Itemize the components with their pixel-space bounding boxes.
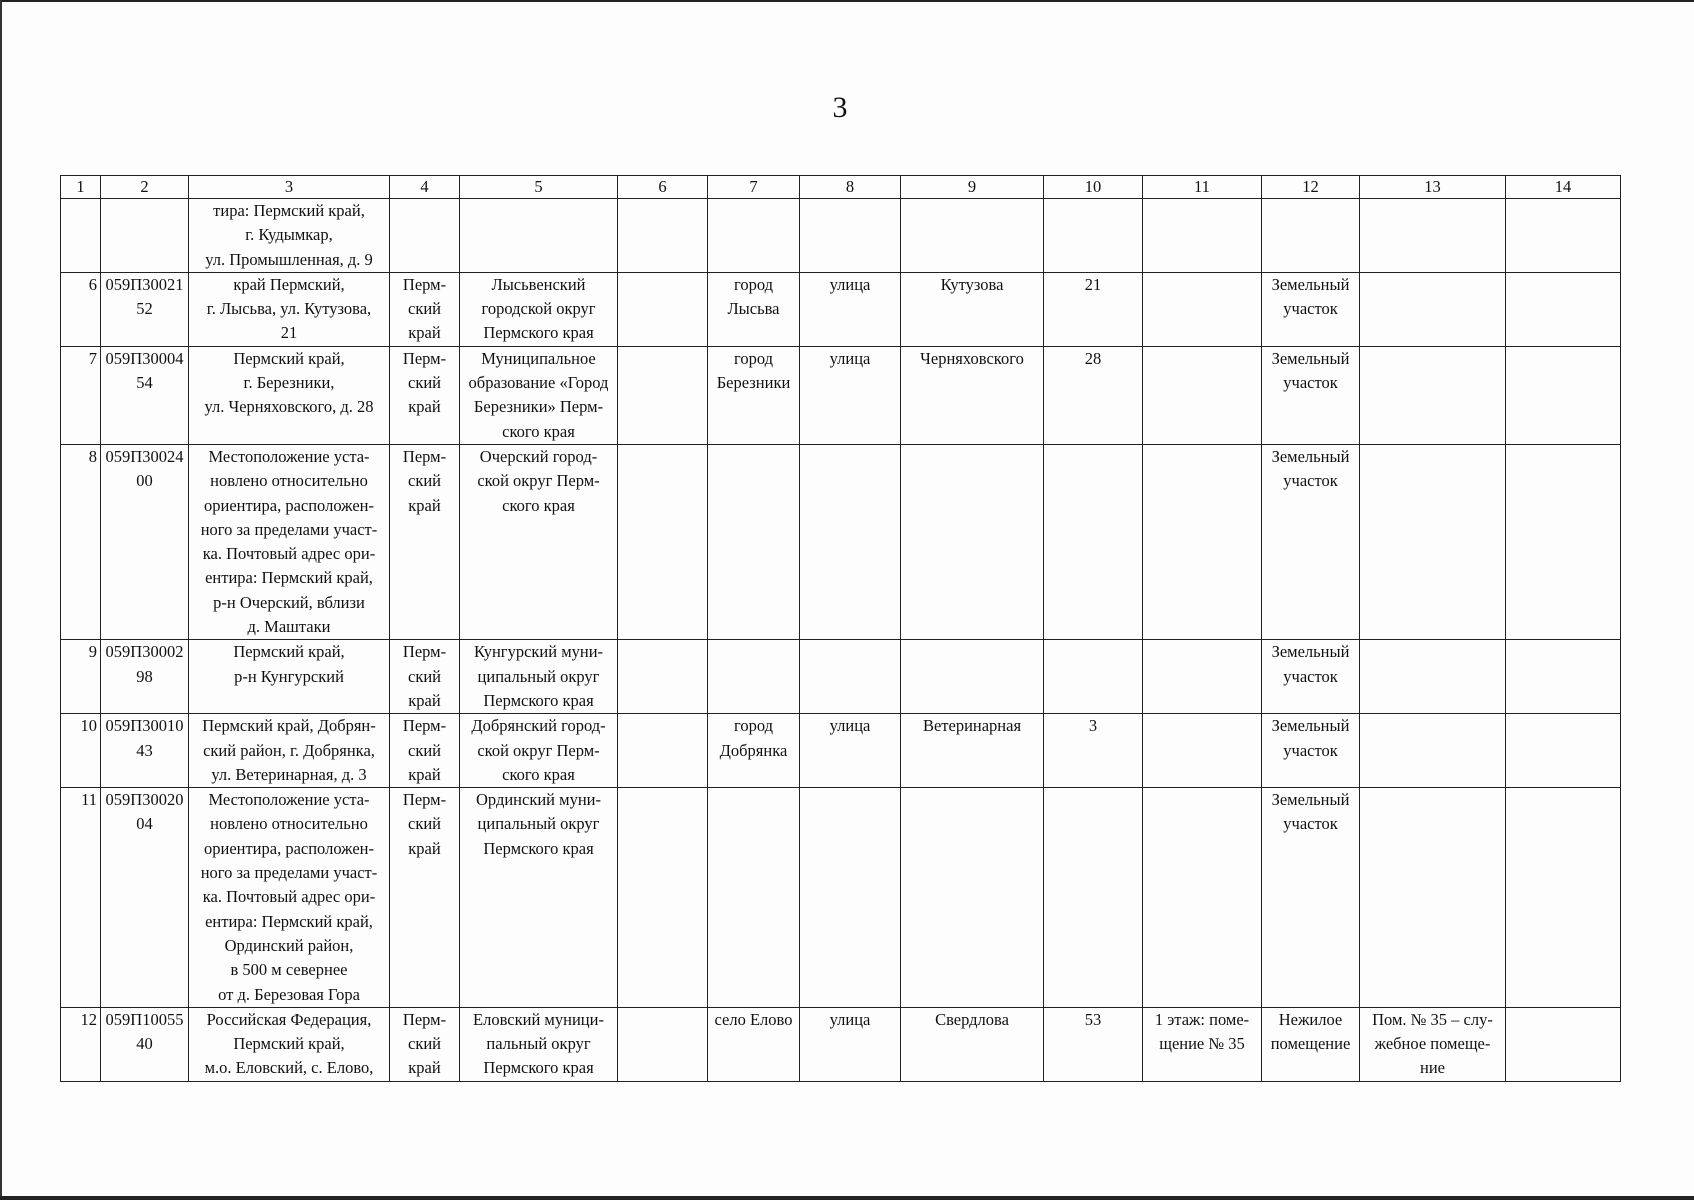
table-cell-col-6 xyxy=(618,1007,708,1081)
cell-text: Нежилое xyxy=(1278,1009,1343,1029)
table-row xyxy=(61,199,1621,273)
cell-text: 1 этаж: поме- xyxy=(1154,1009,1250,1029)
table-cell-col-2 xyxy=(101,640,189,714)
cell-text: 8 xyxy=(88,446,97,466)
cell-text: участок xyxy=(1283,299,1338,319)
cell-text: 11 xyxy=(81,790,97,810)
table-cell-col-2 xyxy=(101,199,189,273)
table-cell-col-3 xyxy=(189,714,390,788)
cell-text: край xyxy=(408,323,441,343)
table-cell-col-13 xyxy=(1360,640,1506,714)
cell-text: р-н Кунгурский xyxy=(234,666,344,686)
table-cell-col-11 xyxy=(1143,346,1262,444)
table-cell-col-7 xyxy=(708,714,800,788)
cell-text: ка. Почтовый адрес ори- xyxy=(202,544,376,564)
table-cell-col-13 xyxy=(1360,714,1506,788)
table-cell-col-6 xyxy=(618,444,708,639)
cell-text: 059П30004 xyxy=(105,348,184,368)
cell-text: 21 xyxy=(280,323,298,343)
cell-text: край xyxy=(408,397,441,417)
table-cell-col-14 xyxy=(1506,640,1621,714)
table-cell-col-12 xyxy=(1262,444,1360,639)
cell-text: ентира: Пермский край, xyxy=(205,568,373,588)
cell-text: ской округ Перм- xyxy=(477,471,600,491)
table-cell-col-11 xyxy=(1143,1007,1262,1081)
cell-text: Местоположение уста- xyxy=(208,790,370,810)
cell-text: ского края xyxy=(502,495,575,515)
cell-text: край xyxy=(408,690,441,710)
column-header-7: 7 xyxy=(708,176,800,199)
cell-text: 52 xyxy=(136,299,153,319)
cell-text: 9 xyxy=(88,642,97,662)
table-cell-col-10 xyxy=(1044,1007,1143,1081)
column-header-9: 9 xyxy=(901,176,1044,199)
cell-text: 12 xyxy=(80,1009,97,1029)
cell-text: от д. Березовая Гора xyxy=(218,984,360,1004)
table-cell-col-6 xyxy=(618,346,708,444)
cell-text: город xyxy=(733,348,774,368)
cell-text: Еловский муници- xyxy=(473,1009,604,1029)
table-cell-col-1 xyxy=(61,1007,101,1081)
column-header-10: 10 xyxy=(1044,176,1143,199)
table-cell-col-14 xyxy=(1506,1007,1621,1081)
cell-text: 059П30024 xyxy=(105,446,184,466)
cell-text: м.о. Еловский, с. Елово, xyxy=(204,1058,374,1078)
table-cell-col-14 xyxy=(1506,199,1621,273)
cell-text: 00 xyxy=(136,471,153,491)
table-cell-col-6 xyxy=(618,272,708,346)
table-cell-col-1 xyxy=(61,199,101,273)
table-cell-col-3 xyxy=(189,788,390,1008)
cell-text: 059П30020 xyxy=(105,790,184,810)
cell-text: участок xyxy=(1283,666,1338,686)
cell-text: Перм- xyxy=(402,274,447,294)
column-header-12: 12 xyxy=(1262,176,1360,199)
cell-text: ул. Черняховского, д. 28 xyxy=(204,397,374,417)
table-row xyxy=(61,788,1621,1008)
table-cell-col-7 xyxy=(708,1007,800,1081)
table-cell-col-2 xyxy=(101,346,189,444)
table-cell-col-12 xyxy=(1262,788,1360,1008)
table-cell-col-7 xyxy=(708,444,800,639)
cell-text: помещение xyxy=(1270,1034,1351,1054)
cell-text: Местоположение уста- xyxy=(208,446,370,466)
table-cell-col-6 xyxy=(618,788,708,1008)
table-cell-col-11 xyxy=(1143,444,1262,639)
cell-text: Перм- xyxy=(402,716,447,736)
table-cell-col-10 xyxy=(1044,714,1143,788)
table-cell-col-4 xyxy=(390,1007,460,1081)
cell-text: новлено относительно xyxy=(210,814,368,834)
table-cell-col-4 xyxy=(390,444,460,639)
table-cell-col-7 xyxy=(708,199,800,273)
table-cell-col-5 xyxy=(460,640,618,714)
table-cell-col-1 xyxy=(61,788,101,1008)
cell-text: тира: Пермский край, xyxy=(213,201,365,220)
table-cell-col-14 xyxy=(1506,714,1621,788)
cell-text: городской округ xyxy=(481,299,596,319)
cell-text: участок xyxy=(1283,740,1338,760)
table-cell-col-3 xyxy=(189,640,390,714)
register-table xyxy=(60,175,1621,1082)
table-cell-col-5 xyxy=(460,346,618,444)
cell-text: Березники xyxy=(716,373,791,393)
table-cell-col-13 xyxy=(1360,1007,1506,1081)
table-cell-col-14 xyxy=(1506,272,1621,346)
cell-text: край xyxy=(408,1058,441,1078)
cell-text: Пом. № 35 – слу- xyxy=(1372,1009,1493,1029)
table-cell-col-1 xyxy=(61,346,101,444)
cell-text: Земельный xyxy=(1271,274,1350,294)
table-row xyxy=(61,346,1621,444)
cell-text: Земельный xyxy=(1271,790,1350,810)
cell-text: 3 xyxy=(1088,716,1098,736)
table-cell-col-10 xyxy=(1044,199,1143,273)
table-row xyxy=(61,444,1621,639)
cell-text: 43 xyxy=(136,740,153,760)
cell-text: Пермский край, xyxy=(233,1034,345,1054)
cell-text: Перм- xyxy=(402,1009,447,1029)
cell-text: улица xyxy=(829,716,871,736)
cell-text: жебное помеще- xyxy=(1374,1034,1491,1054)
table-cell-col-3 xyxy=(189,199,390,273)
cell-text: д. Маштаки xyxy=(247,617,331,637)
table-cell-col-2 xyxy=(101,1007,189,1081)
table-cell-col-3 xyxy=(189,1007,390,1081)
table-cell-col-8 xyxy=(800,640,901,714)
cell-text: Свердлова xyxy=(935,1009,1009,1029)
table-cell-col-9 xyxy=(901,346,1044,444)
cell-text: улица xyxy=(829,274,871,294)
table-cell-col-1 xyxy=(61,640,101,714)
cell-text: Ветеринарная xyxy=(922,716,1022,736)
cell-text: ул. Промышленная, д. 9 xyxy=(205,249,373,269)
cell-text: 059П10055 xyxy=(105,1009,184,1029)
table-cell-col-5 xyxy=(460,272,618,346)
table-cell-col-10 xyxy=(1044,444,1143,639)
table-cell-col-9 xyxy=(901,199,1044,273)
cell-text: село Елово xyxy=(714,1009,793,1029)
table-cell-col-13 xyxy=(1360,346,1506,444)
table-cell-col-6 xyxy=(618,640,708,714)
cell-text: ский xyxy=(408,740,441,760)
table-cell-col-6 xyxy=(618,199,708,273)
cell-text: край xyxy=(408,764,441,784)
cell-text: Очерский город- xyxy=(479,446,598,466)
cell-text: ский xyxy=(408,471,441,491)
table-cell-col-14 xyxy=(1506,444,1621,639)
table-row xyxy=(61,640,1621,714)
table-cell-col-12 xyxy=(1262,1007,1360,1081)
cell-text: 98 xyxy=(136,666,153,686)
cell-text: ориентира, расположен- xyxy=(203,495,374,515)
table-cell-col-13 xyxy=(1360,788,1506,1008)
cell-text: участок xyxy=(1283,373,1338,393)
cell-text: г. Лысьва, ул. Кутузова, xyxy=(206,299,372,319)
cell-text: Кутузова xyxy=(940,274,1004,294)
cell-text: ский xyxy=(408,299,441,319)
cell-text: г. Кудымкар, xyxy=(245,225,333,245)
scan-left-edge xyxy=(0,0,2,1200)
column-header-2: 2 xyxy=(101,176,189,199)
table-cell-col-5 xyxy=(460,199,618,273)
table-cell-col-7 xyxy=(708,788,800,1008)
cell-text: ка. Почтовый адрес ори- xyxy=(202,887,376,907)
cell-text: 10 xyxy=(80,716,97,736)
column-header-4: 4 xyxy=(390,176,460,199)
table-cell-col-9 xyxy=(901,640,1044,714)
cell-text: пальный округ xyxy=(486,1034,591,1054)
table-cell-col-12 xyxy=(1262,272,1360,346)
cell-text: ного за пределами участ- xyxy=(200,519,378,539)
table-cell-col-10 xyxy=(1044,788,1143,1008)
cell-text: 059П30010 xyxy=(105,716,184,736)
table-row xyxy=(61,714,1621,788)
table-cell-col-9 xyxy=(901,714,1044,788)
table-cell-col-11 xyxy=(1143,640,1262,714)
table-cell-col-5 xyxy=(460,1007,618,1081)
cell-text: г. Березники, xyxy=(243,373,335,393)
table-cell-col-7 xyxy=(708,272,800,346)
cell-text: Пермский край, Добрян- xyxy=(202,716,376,736)
cell-text: Лысьва xyxy=(727,299,780,319)
cell-text: город xyxy=(733,716,774,736)
cell-text: Перм- xyxy=(402,642,447,662)
cell-text: ский xyxy=(408,666,441,686)
cell-text: Добрянский город- xyxy=(471,716,606,736)
cell-text: 04 xyxy=(136,814,153,834)
table-cell-col-8 xyxy=(800,272,901,346)
column-header-1: 1 xyxy=(61,176,101,199)
cell-text: 21 xyxy=(1084,274,1102,294)
cell-text: Кунгурский муни- xyxy=(473,642,604,662)
table-cell-col-5 xyxy=(460,714,618,788)
table-cell-col-13 xyxy=(1360,199,1506,273)
table-cell-col-8 xyxy=(800,346,901,444)
table-cell-col-8 xyxy=(800,444,901,639)
cell-text: город xyxy=(733,274,774,294)
cell-text: ский район, г. Добрянка, xyxy=(203,740,375,760)
cell-text: 53 xyxy=(1084,1009,1102,1029)
table-cell-col-12 xyxy=(1262,199,1360,273)
cell-text: 059П30002 xyxy=(105,642,184,662)
cell-text: Пермского края xyxy=(483,838,594,858)
table-cell-col-11 xyxy=(1143,714,1262,788)
cell-text: ский xyxy=(408,373,441,393)
table-cell-col-9 xyxy=(901,1007,1044,1081)
header-row xyxy=(61,176,1621,199)
cell-text: Перм- xyxy=(402,348,447,368)
cell-text: 28 xyxy=(1084,348,1102,368)
cell-text: ориентира, расположен- xyxy=(203,838,374,858)
cell-text: ул. Ветеринарная, д. 3 xyxy=(211,764,367,784)
cell-text: край Пермский, xyxy=(233,274,345,294)
column-header-6: 6 xyxy=(618,176,708,199)
table-cell-col-11 xyxy=(1143,788,1262,1008)
cell-text: Земельный xyxy=(1271,716,1350,736)
cell-text: ентира: Пермский край, xyxy=(205,911,373,931)
table-cell-col-1 xyxy=(61,444,101,639)
table-cell-col-9 xyxy=(901,444,1044,639)
cell-text: край xyxy=(408,838,441,858)
table-cell-col-14 xyxy=(1506,346,1621,444)
table-cell-col-1 xyxy=(61,714,101,788)
cell-text: ской округ Перм- xyxy=(477,740,600,760)
cell-text: 059П30021 xyxy=(105,274,184,294)
column-header-5: 5 xyxy=(460,176,618,199)
table-cell-col-13 xyxy=(1360,444,1506,639)
cell-text: улица xyxy=(829,1009,871,1029)
cell-text: Пермский край, xyxy=(233,348,345,368)
cell-text: ципальный округ xyxy=(477,666,600,686)
scan-bottom-edge xyxy=(0,1196,1694,1200)
table-cell-col-10 xyxy=(1044,640,1143,714)
table-cell-col-12 xyxy=(1262,346,1360,444)
table-cell-col-6 xyxy=(618,714,708,788)
column-header-3: 3 xyxy=(189,176,390,199)
cell-text: Березники» Перм- xyxy=(473,397,604,417)
cell-text: Перм- xyxy=(402,790,447,810)
table-cell-col-8 xyxy=(800,1007,901,1081)
table-cell-col-11 xyxy=(1143,272,1262,346)
cell-text: Перм- xyxy=(402,446,447,466)
table-cell-col-14 xyxy=(1506,788,1621,1008)
table-cell-col-5 xyxy=(460,444,618,639)
cell-text: образование «Город xyxy=(468,373,609,393)
cell-text: Пермского края xyxy=(483,1058,594,1078)
cell-text: новлено относительно xyxy=(210,471,368,491)
cell-text: 40 xyxy=(136,1034,153,1054)
table-cell-col-2 xyxy=(101,444,189,639)
table-cell-col-7 xyxy=(708,640,800,714)
table-cell-col-3 xyxy=(189,272,390,346)
table-cell-col-9 xyxy=(901,272,1044,346)
cell-text: 7 xyxy=(88,348,97,368)
cell-text: Лысьвенский xyxy=(491,274,586,294)
scan-top-edge xyxy=(0,0,1694,2)
cell-text: улица xyxy=(829,348,871,368)
column-header-13: 13 xyxy=(1360,176,1506,199)
table-cell-col-4 xyxy=(390,346,460,444)
cell-text: Пермский край, xyxy=(233,642,345,662)
table-cell-col-2 xyxy=(101,788,189,1008)
page-number: 3 xyxy=(832,91,848,124)
column-header-11: 11 xyxy=(1143,176,1262,199)
table-cell-col-13 xyxy=(1360,272,1506,346)
table-cell-col-10 xyxy=(1044,272,1143,346)
table-cell-col-4 xyxy=(390,788,460,1008)
cell-text: ский xyxy=(408,814,441,834)
table-cell-col-3 xyxy=(189,346,390,444)
cell-text: ский xyxy=(408,1034,441,1054)
table-cell-col-2 xyxy=(101,714,189,788)
table-cell-col-8 xyxy=(800,714,901,788)
cell-text: ского края xyxy=(502,421,575,441)
cell-text: Добрянка xyxy=(719,740,788,760)
cell-text: р-н Очерский, вблизи xyxy=(213,592,365,612)
cell-text: участок xyxy=(1283,471,1338,491)
cell-text: 54 xyxy=(136,373,153,393)
cell-text: Земельный xyxy=(1271,446,1350,466)
table-cell-col-8 xyxy=(800,199,901,273)
column-header-14: 14 xyxy=(1506,176,1621,199)
table-cell-col-3 xyxy=(189,444,390,639)
cell-text: участок xyxy=(1283,814,1338,834)
table-cell-col-4 xyxy=(390,272,460,346)
table-cell-col-10 xyxy=(1044,346,1143,444)
cell-text: ние xyxy=(1420,1058,1445,1078)
cell-text: Земельный xyxy=(1271,642,1350,662)
cell-text: щение № 35 xyxy=(1159,1034,1245,1054)
cell-text: Черняховского xyxy=(920,348,1024,368)
cell-text: 6 xyxy=(88,274,97,294)
table-cell-col-5 xyxy=(460,788,618,1008)
cell-text: Ординский район, xyxy=(224,935,354,955)
cell-text: Пермского края xyxy=(483,690,594,710)
cell-text: ного за пределами участ- xyxy=(200,863,378,883)
table-row xyxy=(61,272,1621,346)
table-cell-col-9 xyxy=(901,788,1044,1008)
cell-text: в 500 м севернее xyxy=(230,960,348,980)
table-cell-col-4 xyxy=(390,714,460,788)
cell-text: ского края xyxy=(502,764,575,784)
table-cell-col-1 xyxy=(61,272,101,346)
table-cell-col-12 xyxy=(1262,714,1360,788)
cell-text: Российская Федерация, xyxy=(206,1009,372,1029)
column-header-8: 8 xyxy=(800,176,901,199)
table-cell-col-11 xyxy=(1143,199,1262,273)
cell-text: Пермского края xyxy=(483,323,594,343)
cell-text: край xyxy=(408,495,441,515)
table-cell-col-12 xyxy=(1262,640,1360,714)
cell-text: ципальный округ xyxy=(477,814,600,834)
cell-text: Муниципальное xyxy=(481,348,596,368)
table-row xyxy=(61,1007,1621,1081)
table-cell-col-4 xyxy=(390,199,460,273)
table-cell-col-4 xyxy=(390,640,460,714)
cell-text: Ординский муни- xyxy=(476,790,601,810)
cell-text: Земельный xyxy=(1271,348,1350,368)
table-cell-col-7 xyxy=(708,346,800,444)
table-cell-col-8 xyxy=(800,788,901,1008)
table-cell-col-2 xyxy=(101,272,189,346)
